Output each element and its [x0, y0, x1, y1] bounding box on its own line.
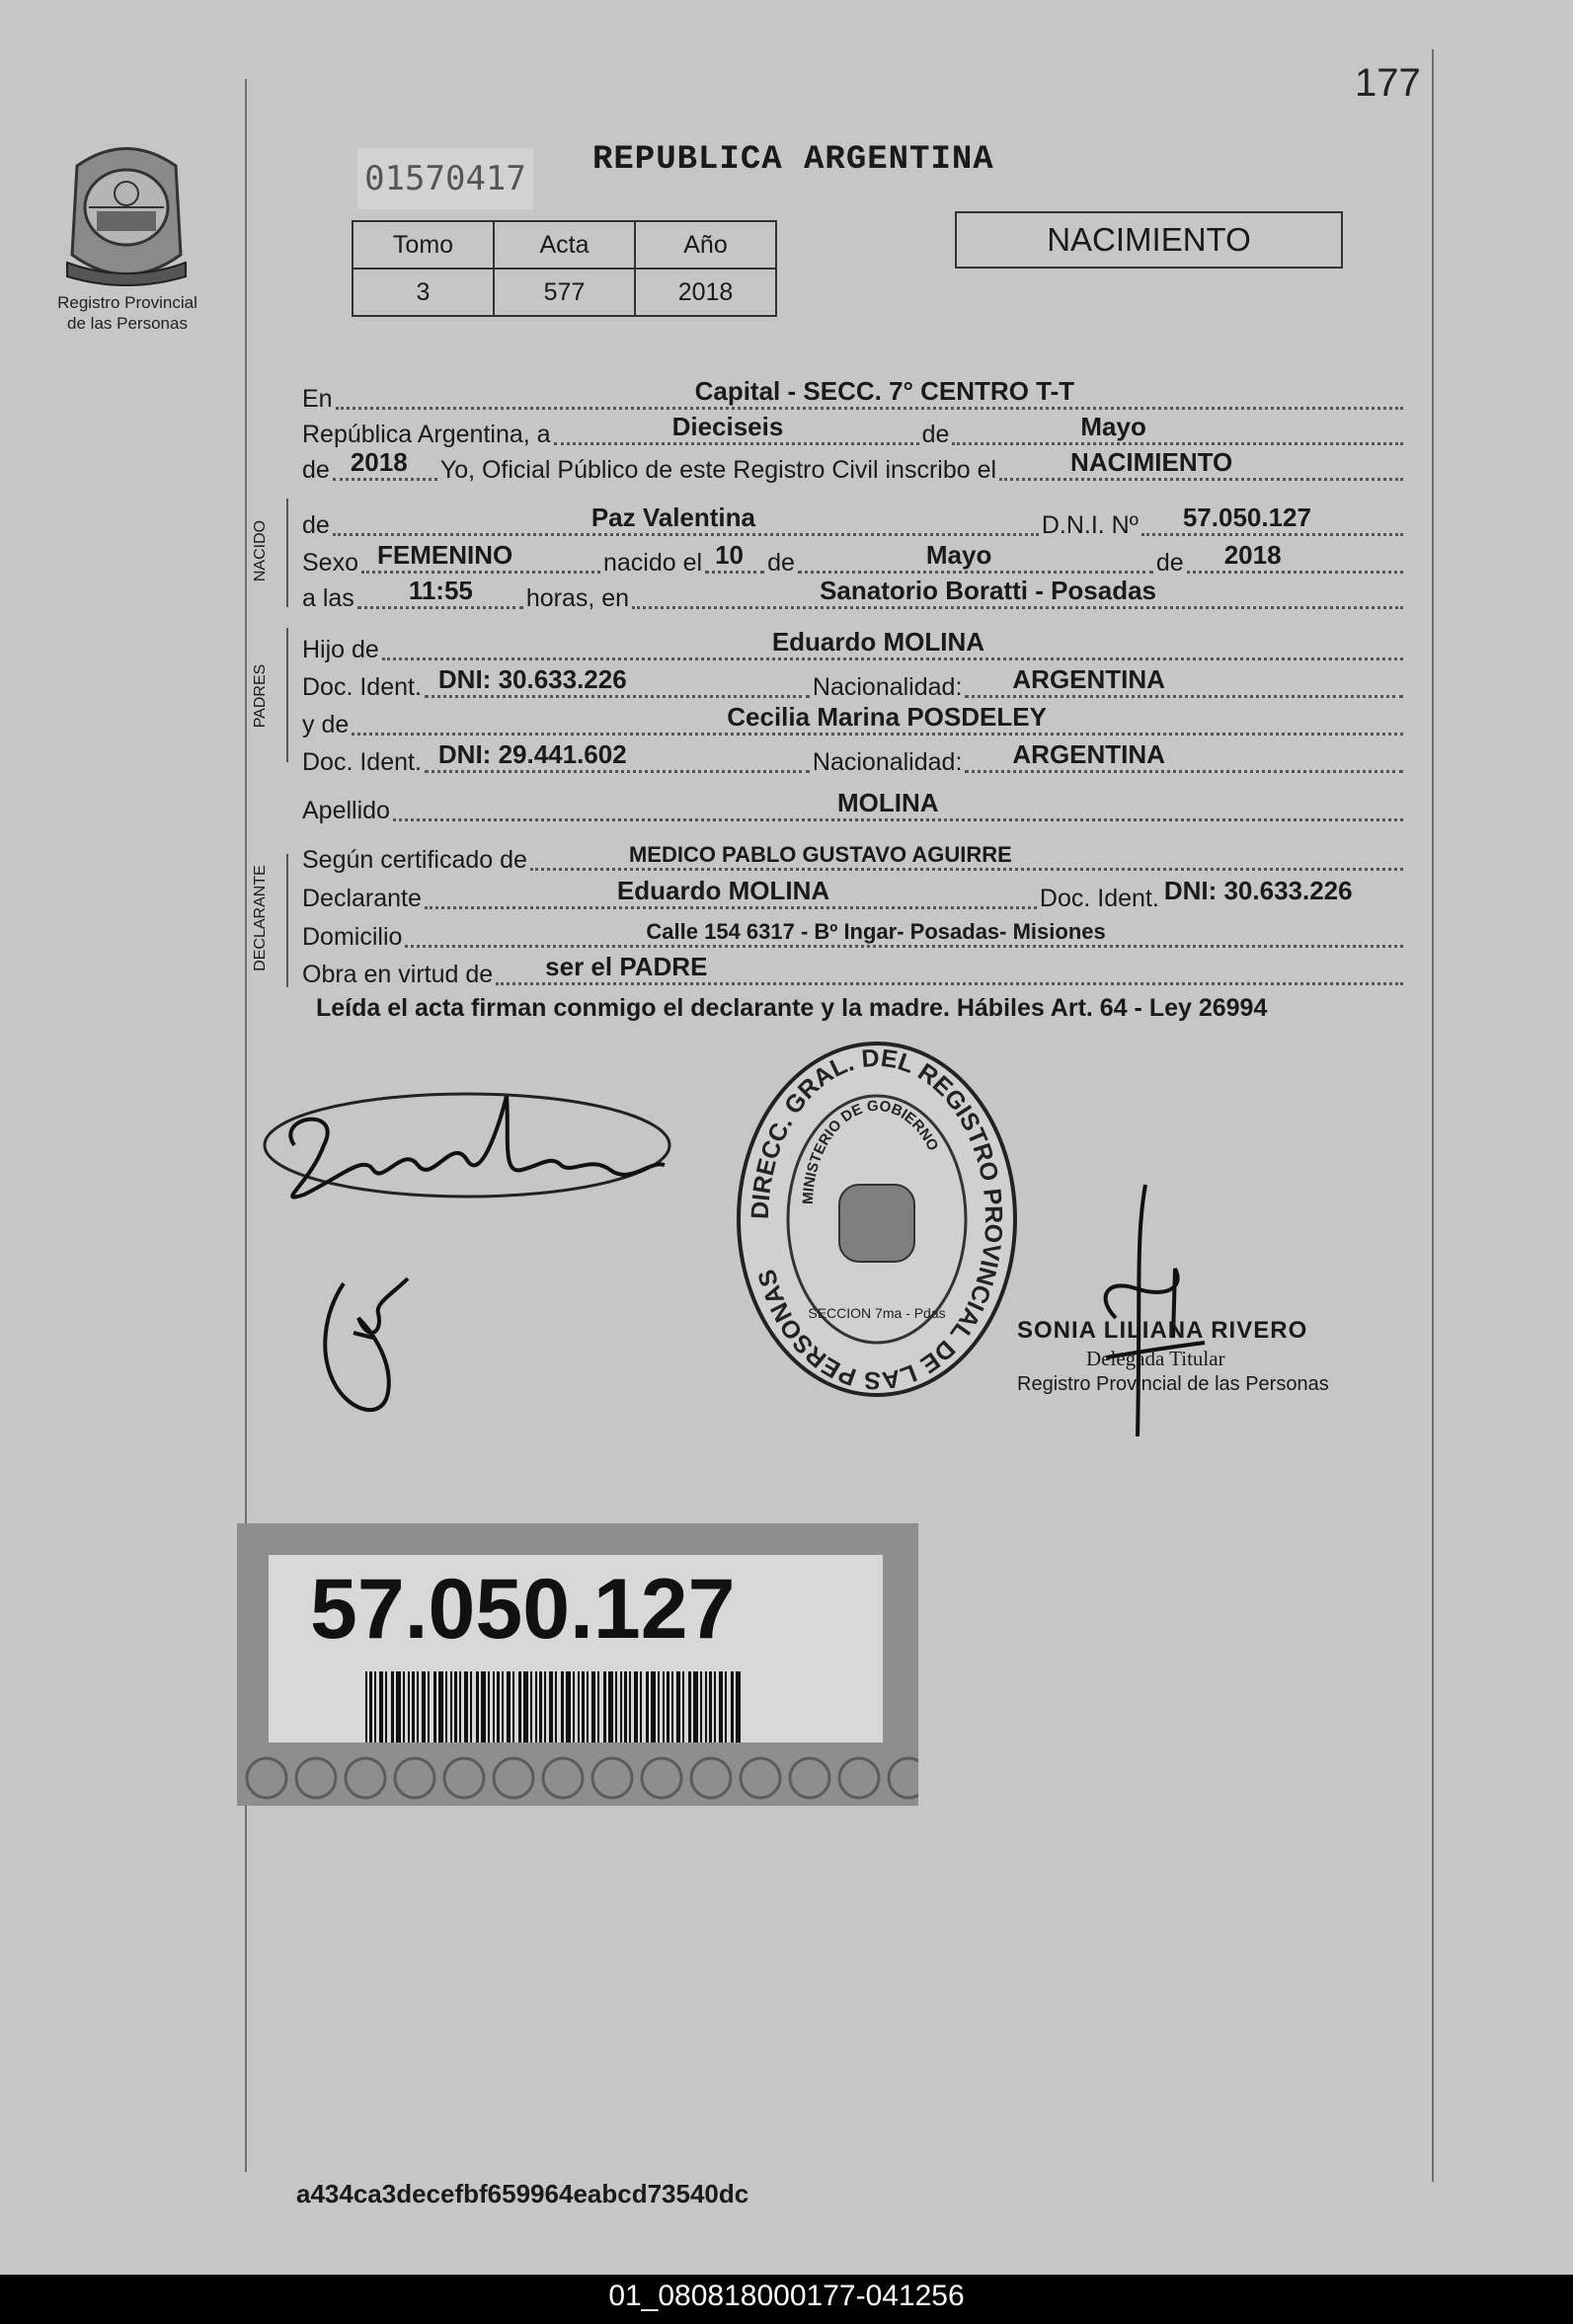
father-doc-row [302, 666, 1406, 702]
barcode-bar [615, 1671, 617, 1743]
document-hash: a434ca3decefbf659964eabcd73540dc [296, 2179, 749, 2208]
page-number: 177 [1355, 61, 1421, 105]
and-of-label: y de [302, 711, 350, 738]
security-pattern-circle [247, 1758, 286, 1798]
nacido-section-label: NACIDO [252, 519, 269, 581]
child-name-row [302, 504, 1406, 540]
volume-table-value-row [353, 269, 776, 316]
certificate-row [302, 839, 1406, 875]
place-field [336, 376, 1403, 410]
declarant-row [302, 878, 1406, 913]
barcode-bar [725, 1671, 727, 1743]
barcode-bar [608, 1671, 613, 1743]
birth-year-value: 2018 [1223, 540, 1282, 570]
declarant-doc-field [1162, 876, 1403, 909]
barcode-bar [502, 1671, 504, 1743]
mother-nationality-field [965, 739, 1403, 773]
document-title: REPUBLICA ARGENTINA [592, 141, 994, 179]
father-nationality-value: ARGENTINA [1012, 664, 1165, 694]
closing-statement: Leída el acta firman conmigo el declarante y la madre. Hábiles Art. 64 - Ley 26994 [316, 994, 1268, 1022]
barcode-bar [736, 1671, 741, 1743]
barcode-bar [518, 1671, 521, 1743]
birth-month-field [798, 540, 1153, 574]
left-margin-line [245, 79, 247, 2172]
barcode-bar [450, 1671, 452, 1743]
declarant-name-value: Eduardo MOLINA [616, 876, 830, 905]
barcode-bar [700, 1671, 702, 1743]
right-margin-line [1432, 49, 1434, 2182]
registrar-role: Delegada Titular [1086, 1347, 1225, 1370]
father-doc-field [425, 664, 810, 698]
sex-value: FEMENINO [376, 540, 513, 570]
barcode-bar [676, 1671, 680, 1743]
date-row [302, 414, 1406, 449]
registrar-block [1017, 1317, 1373, 1396]
padres-section-bar [286, 628, 288, 762]
father-doc-label: Doc. Ident. [302, 673, 422, 701]
capacity-label: Obra en virtud de [302, 961, 494, 988]
date-label: República Argentina, a [302, 421, 551, 448]
birth-year-field [1187, 540, 1403, 574]
mother-nationality-label: Nacionalidad: [812, 748, 963, 776]
stamped-serial-number: 01570417 [357, 148, 533, 209]
security-pattern-circle [790, 1758, 829, 1798]
child-of-label: Hijo de [302, 636, 379, 663]
security-pattern-circle [494, 1758, 533, 1798]
date-of-label: de [921, 421, 950, 448]
barcode-bar [578, 1671, 580, 1743]
address-label: Domicilio [302, 923, 403, 951]
mother-name-field [352, 702, 1403, 736]
day-value: Dieciseis [671, 412, 784, 441]
barcode-bar [507, 1671, 511, 1743]
barcode-bar [629, 1671, 631, 1743]
sex-birth-row [302, 542, 1406, 578]
father-name-value: Eduardo MOLINA [771, 627, 985, 657]
volume-header-acta: Acta [494, 221, 635, 269]
year-prefix-label: de [302, 456, 330, 484]
registrar-name: SONIA LILIANA RIVERO [1017, 1317, 1308, 1344]
barcode-bar [544, 1671, 546, 1743]
father-row [302, 629, 1406, 664]
barcode-bar [620, 1671, 622, 1743]
security-pattern-circle [741, 1758, 780, 1798]
barcode-bar [693, 1671, 698, 1743]
security-pattern-circle [889, 1758, 918, 1798]
year-field [333, 447, 437, 481]
child-dni-field [1141, 503, 1403, 536]
security-pattern-circle [543, 1758, 583, 1798]
month-value: Mayo [1080, 412, 1146, 441]
year-value: 2018 [350, 447, 408, 477]
surname-label: Apellido [302, 797, 390, 824]
barcode-bar [408, 1671, 410, 1743]
child-name-label: de [302, 511, 330, 539]
volume-value-anio: 2018 [635, 269, 776, 316]
security-pattern-circle [444, 1758, 484, 1798]
barcode-bar [379, 1671, 383, 1743]
volume-table [352, 220, 777, 317]
day-field [554, 412, 919, 445]
capacity-field [496, 952, 1403, 985]
barcode-bar [476, 1671, 479, 1743]
barcode-bar [682, 1671, 684, 1743]
volume-value-acta: 577 [494, 269, 635, 316]
declarante-section-tab [249, 849, 273, 987]
month-field [952, 412, 1403, 445]
barcode-bar [530, 1671, 532, 1743]
father-nationality-label: Nacionalidad: [812, 673, 963, 701]
born-label: nacido el [602, 549, 703, 577]
barcode-bar [705, 1671, 707, 1743]
place-label: En [302, 385, 333, 413]
birth-of-label: de [767, 549, 795, 577]
barcode-bar [428, 1671, 430, 1743]
volume-value-tomo: 3 [353, 269, 494, 316]
barcode-bar [634, 1671, 638, 1743]
barcode-bar [417, 1671, 419, 1743]
barcode-bar [412, 1671, 415, 1743]
event-field [999, 447, 1403, 481]
barcode-bar [385, 1671, 387, 1743]
barcode-bar [651, 1671, 656, 1743]
mother-doc-value: DNI: 29.441.602 [437, 739, 627, 769]
barcode-bar [658, 1671, 660, 1743]
barcode-bar [403, 1671, 405, 1743]
barcode-bar [591, 1671, 595, 1743]
mother-signature [314, 1274, 413, 1422]
dni-sticker [237, 1523, 918, 1806]
security-pattern-circle [839, 1758, 879, 1798]
dni-label: D.N.I. Nº [1041, 511, 1139, 539]
surname-value: MOLINA [836, 788, 939, 817]
barcode-bar [597, 1671, 599, 1743]
volume-header-tomo: Tomo [353, 221, 494, 269]
security-pattern-circle [642, 1758, 681, 1798]
province-emblem [57, 136, 196, 286]
mother-name-value: Cecilia Marina POSDELEY [727, 702, 1047, 732]
registry-caption-line2: de las Personas [67, 314, 188, 333]
mother-doc-label: Doc. Ident. [302, 748, 422, 776]
barcode-bar [709, 1671, 712, 1743]
time-field [357, 576, 523, 609]
mother-row [302, 704, 1406, 739]
barcode-bar [365, 1671, 367, 1743]
officer-row [302, 449, 1406, 485]
time-value: 11:55 [408, 576, 473, 605]
capacity-value: ser el PADRE [545, 952, 708, 981]
registrar-office: Registro Provincial de las Personas [1017, 1373, 1329, 1395]
barcode-bar [667, 1671, 669, 1743]
barcode-bar [561, 1671, 564, 1743]
volume-header-anio: Año [635, 221, 776, 269]
barcode-bar [719, 1671, 723, 1743]
surname-row [302, 790, 1406, 825]
declarant-name-field [425, 876, 1037, 909]
mother-nationality-value: ARGENTINA [1012, 739, 1165, 769]
seal-section-text: SECCION 7ma - Pdas [808, 1305, 946, 1321]
birth-place-label: horas, en [525, 584, 630, 612]
address-field [405, 921, 1403, 948]
security-pattern-circle [296, 1758, 336, 1798]
address-value: Calle 154 6317 - Bº Ingar- Posadas- Misiones [646, 919, 1106, 944]
barcode-bar [523, 1671, 528, 1743]
certificate-field [530, 844, 1403, 871]
surname-field [393, 788, 1403, 821]
file-id: 01_080818000177-041256 [608, 2280, 965, 2312]
place-value: Capital - SECC. 7° CENTRO T-T [694, 376, 1075, 406]
birth-place-value: Sanatorio Boratti - Posadas [820, 576, 1157, 605]
officer-text: Yo, Oficial Público de este Registro Civil inscribo el [439, 456, 997, 484]
place-row [302, 378, 1406, 414]
barcode-bar [497, 1671, 500, 1743]
barcode-bar [603, 1671, 606, 1743]
seal-outer-text: DIRECC. GRAL. DEL REGISTRO PROVINCIAL DE LAS PERSONAS [746, 1044, 1008, 1395]
declarant-doc-value: DNI: 30.633.226 [1163, 876, 1353, 905]
barcode-bar [493, 1671, 495, 1743]
registry-caption-line1: Registro Provincial [57, 293, 197, 312]
barcode-bar [391, 1671, 394, 1743]
barcode-bar [488, 1671, 490, 1743]
mother-doc-row [302, 741, 1406, 777]
barcode-bar [535, 1671, 537, 1743]
barcode-bar [539, 1671, 542, 1743]
barcode-bar [369, 1671, 372, 1743]
barcode-bar [624, 1671, 627, 1743]
declarant-doc-label: Doc. Ident. [1039, 885, 1159, 912]
barcode-bar [566, 1671, 571, 1743]
birth-day-field [705, 540, 764, 574]
barcode-bar [714, 1671, 716, 1743]
security-pattern-circle [395, 1758, 434, 1798]
sex-field [361, 540, 600, 574]
mother-doc-field [425, 739, 810, 773]
security-pattern-circle [691, 1758, 731, 1798]
barcode-bar [459, 1671, 461, 1743]
child-dni-value: 57.050.127 [1182, 503, 1311, 532]
birth-year-label: de [1155, 549, 1184, 577]
birth-place-field [632, 576, 1403, 609]
barcode-bar [438, 1671, 443, 1743]
volume-table-header-row [353, 221, 776, 269]
barcode-bar [454, 1671, 457, 1743]
barcode-bar [396, 1671, 401, 1743]
barcode-bar [445, 1671, 447, 1743]
address-row [302, 916, 1406, 952]
barcode-bar [640, 1671, 642, 1743]
capacity-row [302, 954, 1406, 989]
security-pattern-circle [346, 1758, 385, 1798]
barcode-bar [470, 1671, 472, 1743]
seal-inner-text: MINISTERIO DE GOBIERNO [799, 1097, 942, 1205]
nacido-section-tab [249, 494, 273, 607]
nacido-section-bar [286, 499, 288, 607]
sticker-dni-number: 57.050.127 [310, 1562, 736, 1657]
sex-label: Sexo [302, 549, 358, 577]
barcode-bar [646, 1671, 649, 1743]
father-nationality-field [965, 664, 1403, 698]
father-doc-value: DNI: 30.633.226 [437, 664, 627, 694]
padres-section-tab [249, 627, 273, 765]
barcode-bar [464, 1671, 468, 1743]
registry-caption [30, 292, 225, 334]
barcode-bar [688, 1671, 691, 1743]
barcode-bar [582, 1671, 585, 1743]
document-type-box: NACIMIENTO [955, 211, 1343, 269]
time-label: a las [302, 584, 354, 612]
certificate-value: MEDICO PABLO GUSTAVO AGUIRRE [628, 842, 1012, 867]
barcode-bar [481, 1671, 486, 1743]
declarant-signature [255, 1076, 679, 1224]
barcode-bar [671, 1671, 673, 1743]
declarante-section-label: DECLARANTE [252, 865, 269, 971]
barcode-bar [555, 1671, 557, 1743]
padres-section-label: PADRES [252, 663, 269, 729]
barcode-bar [587, 1671, 589, 1743]
barcode-bar [512, 1671, 514, 1743]
official-seal [729, 1037, 1025, 1402]
barcode-bar [422, 1671, 426, 1743]
barcode-bar [573, 1671, 575, 1743]
barcode-bar [374, 1671, 376, 1743]
father-name-field [382, 627, 1403, 660]
barcode-bar [663, 1671, 665, 1743]
barcode-bar [731, 1671, 734, 1743]
child-name-field [333, 503, 1039, 536]
certificate-label: Según certificado de [302, 846, 527, 874]
declarante-section-bar [286, 854, 288, 987]
child-name-value: Paz Valentina [590, 503, 755, 532]
time-place-row [302, 578, 1406, 613]
registrar-signature [1066, 1180, 1224, 1436]
barcode [365, 1671, 741, 1743]
event-value: NACIMIENTO [1070, 447, 1233, 477]
birth-month-value: Mayo [925, 540, 992, 570]
birth-day-value: 10 [715, 540, 744, 570]
barcode-bar [549, 1671, 553, 1743]
security-pattern-circle [592, 1758, 632, 1798]
declarant-label: Declarante [302, 885, 422, 912]
barcode-bar [433, 1671, 436, 1743]
